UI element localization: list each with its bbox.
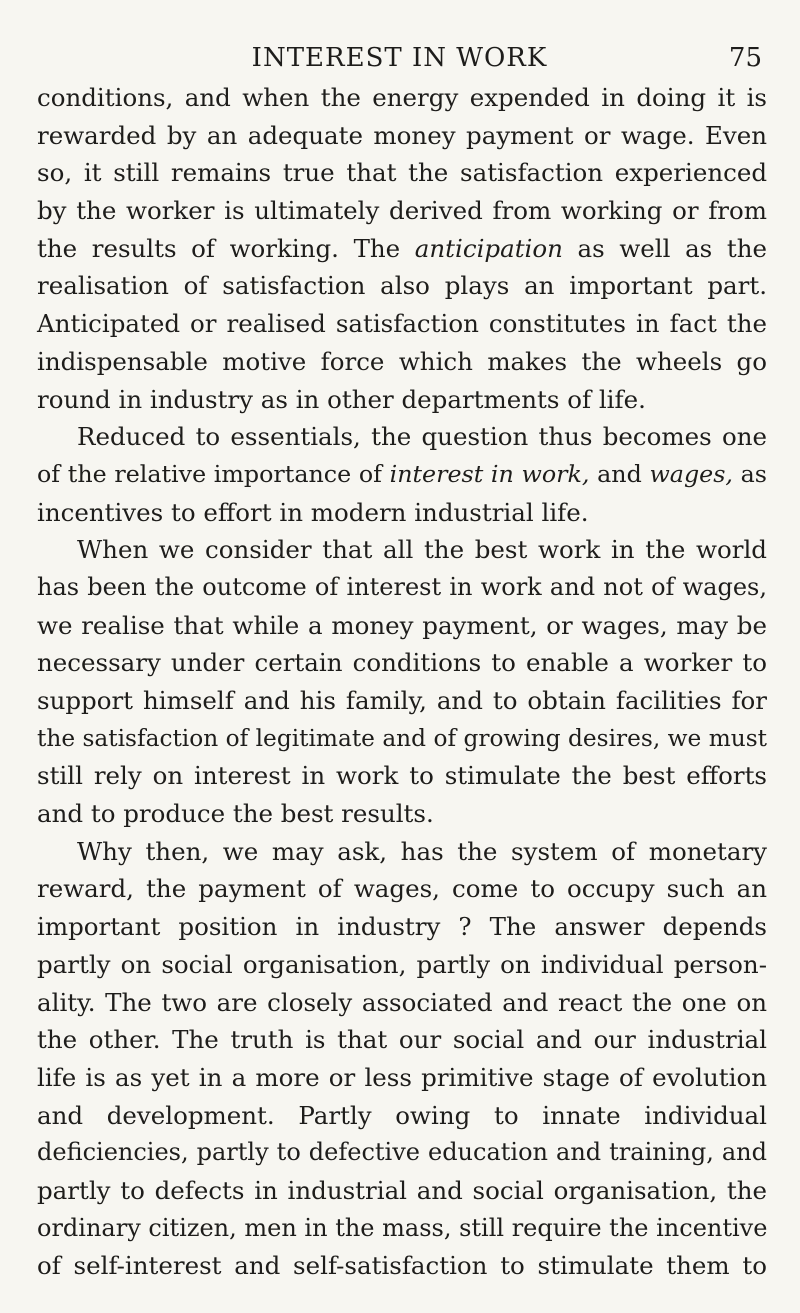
text-line: the other. The truth is that our social and our industrial: [37, 1025, 767, 1055]
text-line: conditions, and when the energy expended in doing it is: [37, 83, 767, 112]
text-line: When we consider that all the best work in the world: [77, 535, 767, 565]
text-segment: as well as the: [562, 233, 767, 263]
italic-text: interest in work,: [389, 459, 590, 488]
text-line: indispensable motive force which makes the wheels go: [37, 346, 767, 376]
text-line: and development. Partly owing to innate individual: [37, 1100, 767, 1130]
running-head: [37, 38, 762, 78]
text-segment: as: [732, 459, 768, 488]
italic-text: wages,: [649, 459, 733, 488]
text-line: Reduced to essentials, the question thus becomes one: [77, 422, 767, 452]
text-line: support himself and his family, and to obtain facilities for: [37, 686, 767, 715]
text-line: so, it still remains true that the satisfaction experienced: [37, 158, 767, 188]
text-line: [37, 456, 767, 494]
text-line: ality. The two are closely associated and react the one on: [37, 987, 767, 1017]
text-line: round in industry as in other departments of life.: [37, 384, 646, 414]
text-line: we realise that while a money payment, or wages, may be: [37, 610, 767, 640]
text-segment: and: [589, 459, 650, 488]
text-line: of self-interest and self-satisfaction to stimulate them to: [37, 1251, 767, 1281]
text-line: has been the outcome of interest in work and not of wages,: [37, 572, 767, 601]
text-line: still rely on interest in work to stimulate the best efforts: [37, 761, 767, 791]
body-text: [37, 79, 767, 1285]
text-line: deficiencies, partly to defective education and training, and: [37, 1138, 767, 1167]
text-line: rewarded by an adequate money payment or wage. Even: [37, 120, 767, 150]
text-line: partly on social organisation, partly on individual person-: [37, 949, 767, 979]
text-line: partly to defects in industrial and social organisation, the: [37, 1175, 767, 1205]
page-number: 75: [728, 43, 762, 73]
running-title: INTEREST IN WORK: [251, 43, 548, 73]
text-line: and to produce the best results.: [37, 799, 434, 829]
text-line: ordinary citizen, men in the mass, still require the incentive: [37, 1213, 768, 1242]
text-line: important position in industry ? The answer depends: [37, 912, 767, 942]
text-line: reward, the payment of wages, come to occupy such an: [37, 874, 767, 904]
text-line: incentives to effort in modern industrial life.: [37, 497, 589, 527]
italic-text: anticipation: [414, 233, 563, 263]
text-line: [37, 230, 767, 268]
text-line: by the worker is ultimately derived from working or from: [37, 196, 767, 226]
text-line: necessary under certain conditions to enable a worker to: [37, 648, 767, 678]
text-line: Why then, we may ask, has the system of monetary: [77, 836, 767, 866]
text-segment: the results of working. The: [37, 233, 415, 263]
text-line: the satisfaction of legitimate and of growing desires, we must: [37, 724, 767, 752]
text-line: life is as yet in a more or less primitive stage of evolution: [37, 1062, 767, 1092]
text-line: realisation of satisfaction also plays an important part.: [37, 271, 767, 301]
text-line: Anticipated or realised satisfaction constitutes in fact the: [37, 309, 767, 339]
text-segment: of the relative importance of: [37, 459, 390, 488]
